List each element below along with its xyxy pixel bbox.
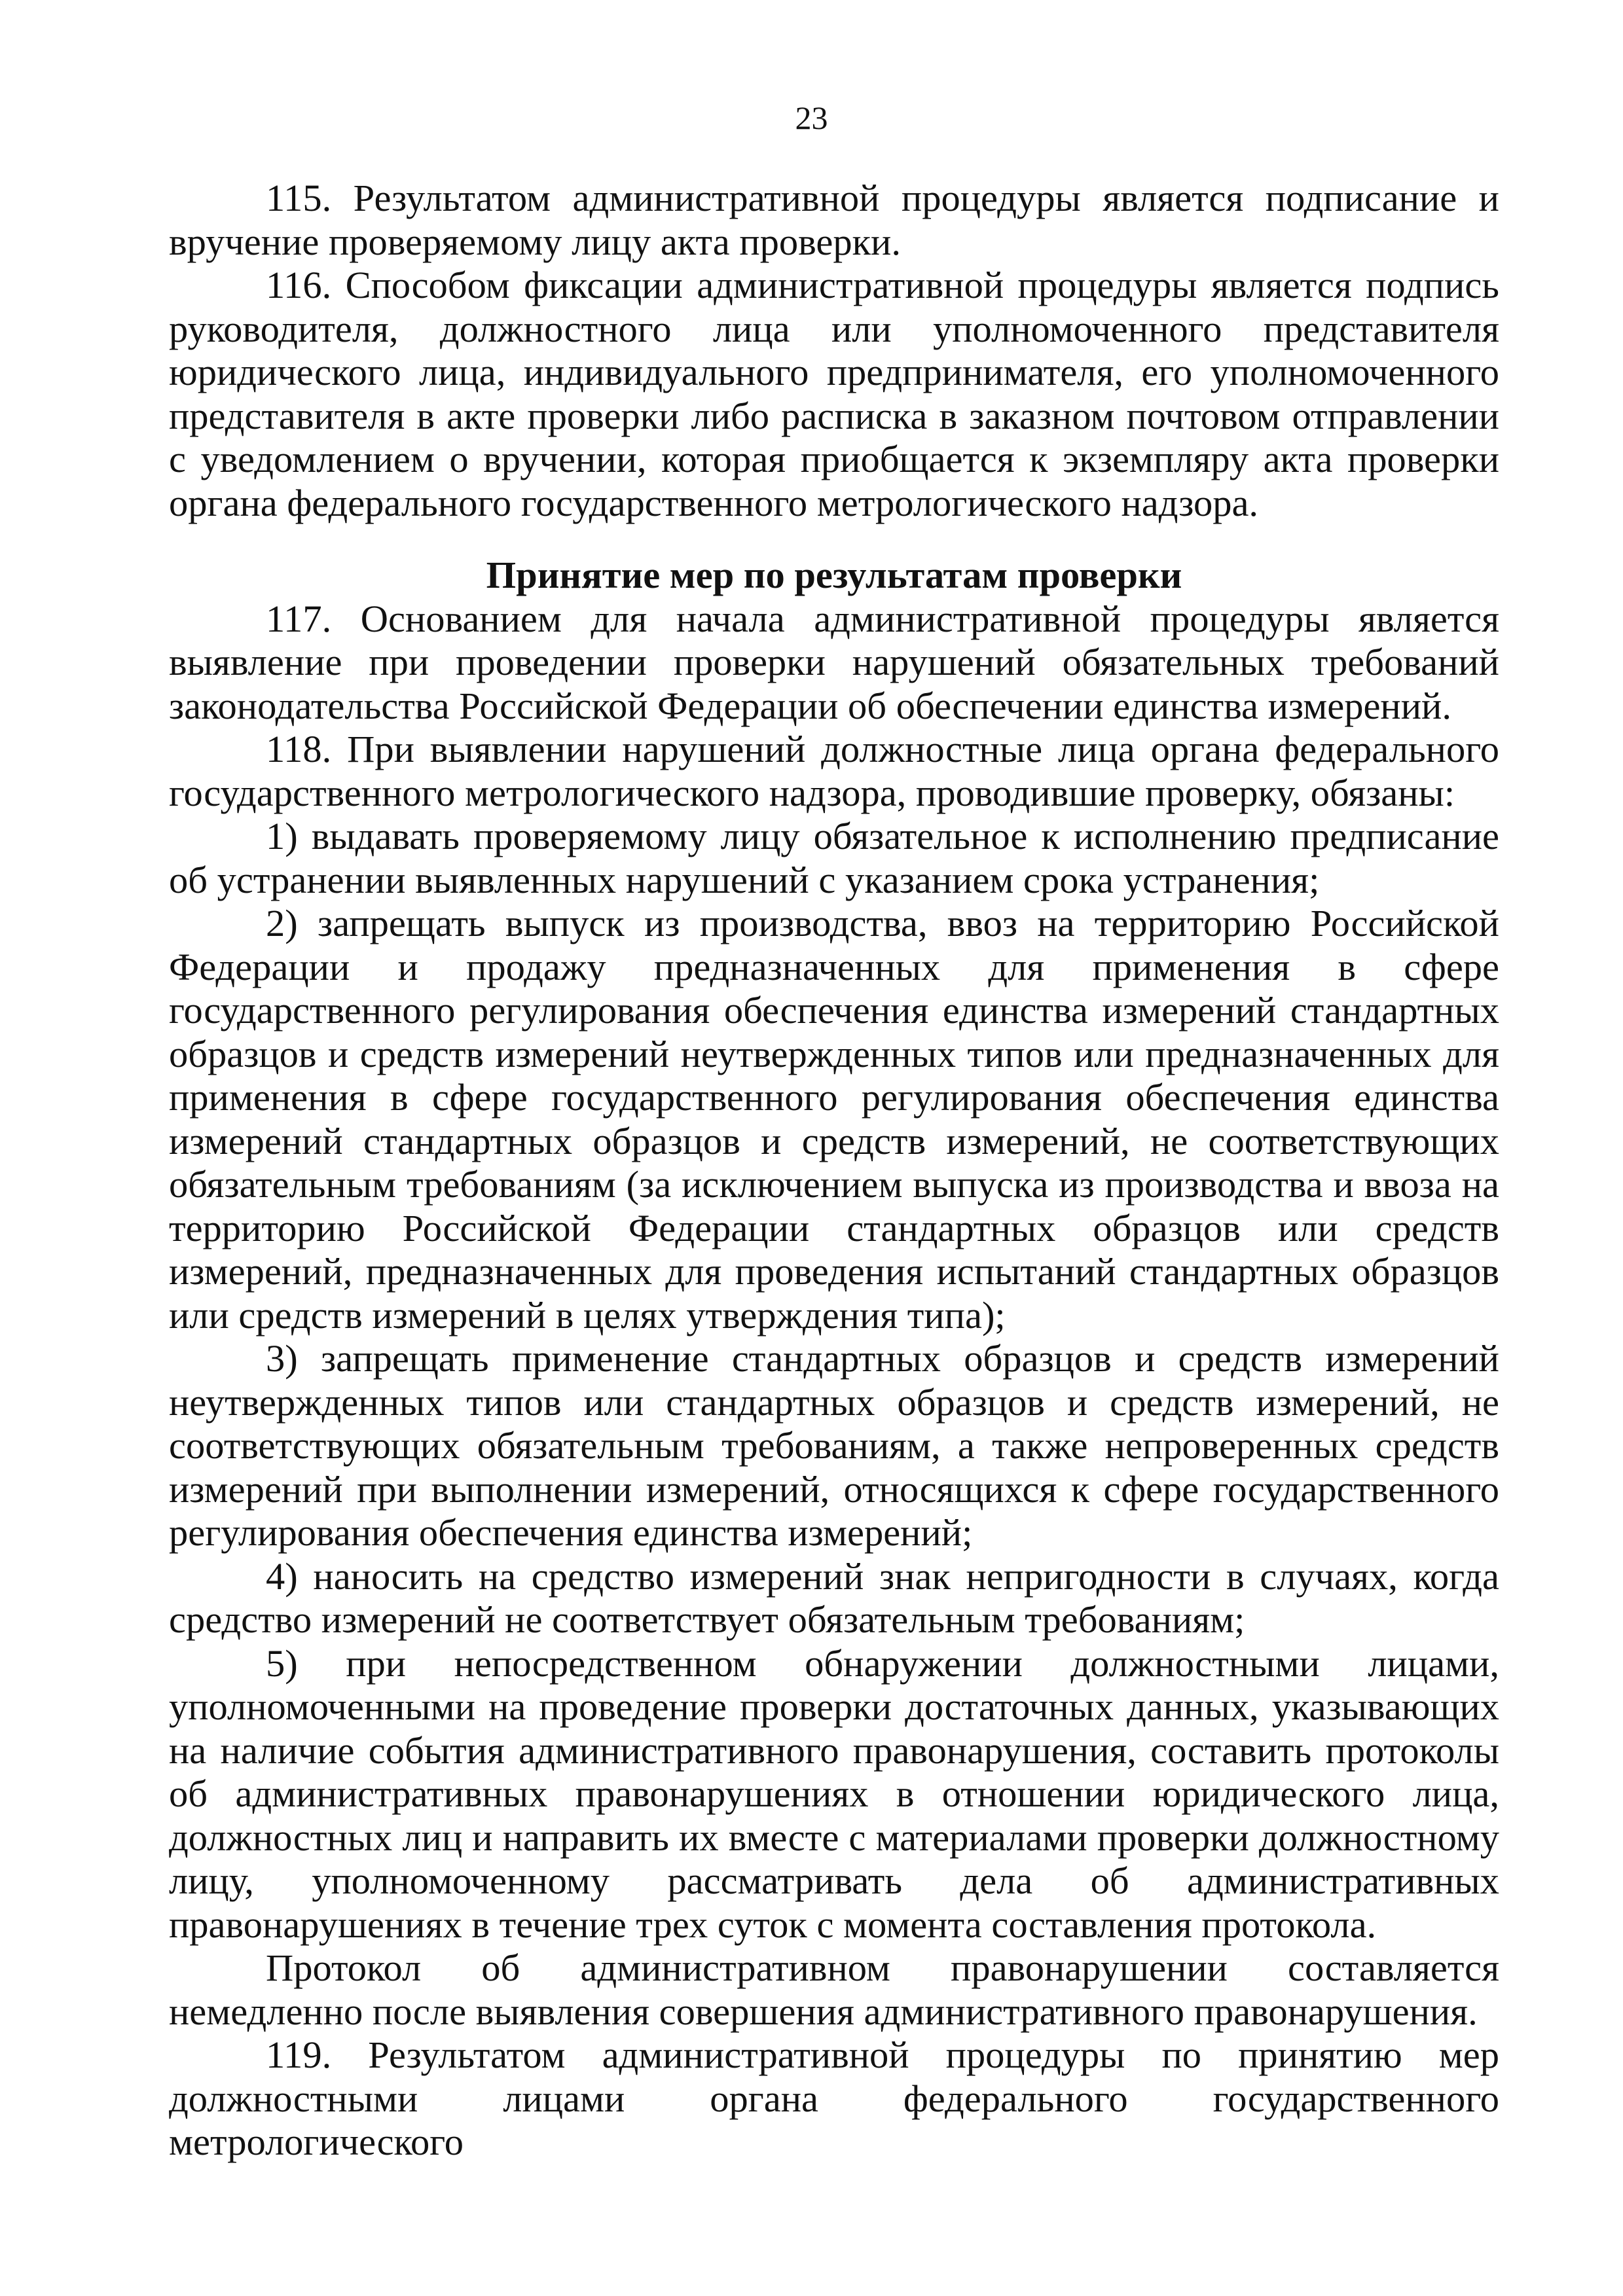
page-number: 23 — [795, 99, 828, 136]
list-item-3: 3) запрещать применение стандартных образцов и средств измерений неутвержденных типов или стандартных образцов и средств измерений, не соответствующих обязательным требованиям, а также непроверенных средств измерений при выполнении измерений, относящихся к сфере государственного регулирования обеспечения единства измерений; — [169, 1337, 1499, 1554]
paragraph-119: 119. Результатом административной процедуры по принятию мер должностными лицами органа федерального государственного метрологического — [169, 2034, 1499, 2163]
section-heading: Принятие мер по результатам проверки — [486, 554, 1182, 596]
list-item-2: 2) запрещать выпуск из производства, ввоз на территорию Российской Федерации и продажу предназначенных для применения в сфере государственного регулирования обеспечения единства измерений стандартных образцов и средств измерений неутвержденных типов или предназначенных для применения в сфере государственного регулирования обеспечения единства измерений стандартных образцов и средств измерений, не соответствующих обязательным требованиям (за исключением выпуска из производства и ввоза на территорию Российской Федерации стандартных образцов или средств измерений, предназначенных для проведения испытаний стандартных образцов или средств измерений в целях утверждения типа); — [169, 902, 1499, 1336]
paragraph-115: 115. Результатом административной процедуры является подписание и вручение проверяемому лицу акта проверки. — [169, 177, 1499, 263]
paragraph-protocol: Протокол об административном правонарушении составляется немедленно после выявления совершения административного правонарушения. — [169, 1946, 1499, 2033]
document-body — [169, 177, 1499, 2164]
paragraph-117: 117. Основанием для начала административной процедуры является выявление при проведении проверки нарушений обязательных требований законодательства Российской Федерации об обеспечении единства измерений. — [169, 597, 1499, 727]
list-item-4: 4) наносить на средство измерений знак непригодности в случаях, когда средство измерений не соответствует обязательным требованиям; — [169, 1554, 1499, 1641]
paragraph-118: 118. При выявлении нарушений должностные лица органа федерального государственного метрологического надзора, проводившие проверку, обязаны: — [169, 728, 1499, 814]
list-item-5: 5) при непосредственном обнаружении должностными лицами, уполномоченными на проведение проверки достаточных данных, указывающих на наличие события административного правонарушения, составить протоколы об административных правонарушениях в отношении юридического лица, должностных лиц и направить их вместе с материалами проверки должностному лицу, уполномоченному рассматривать дела об административных правонарушениях в течение трех суток с момента составления протокола. — [169, 1641, 1499, 1946]
list-item-1: 1) выдавать проверяемому лицу обязательное к исполнению предписание об устранении выявленных нарушений с указанием срока устранения; — [169, 815, 1499, 901]
paragraph-116: 116. Способом фиксации административной процедуры является подпись руководителя, должностного лица или уполномоченного представителя юридического лица, индивидуального предпринимателя, его уполномоченного представителя в акте проверки либо расписка в заказном почтовом отправлении с уведомлением о вручении, которая приобщается к экземпляру акта проверки органа федерального государственного метрологического надзора. — [169, 264, 1499, 524]
